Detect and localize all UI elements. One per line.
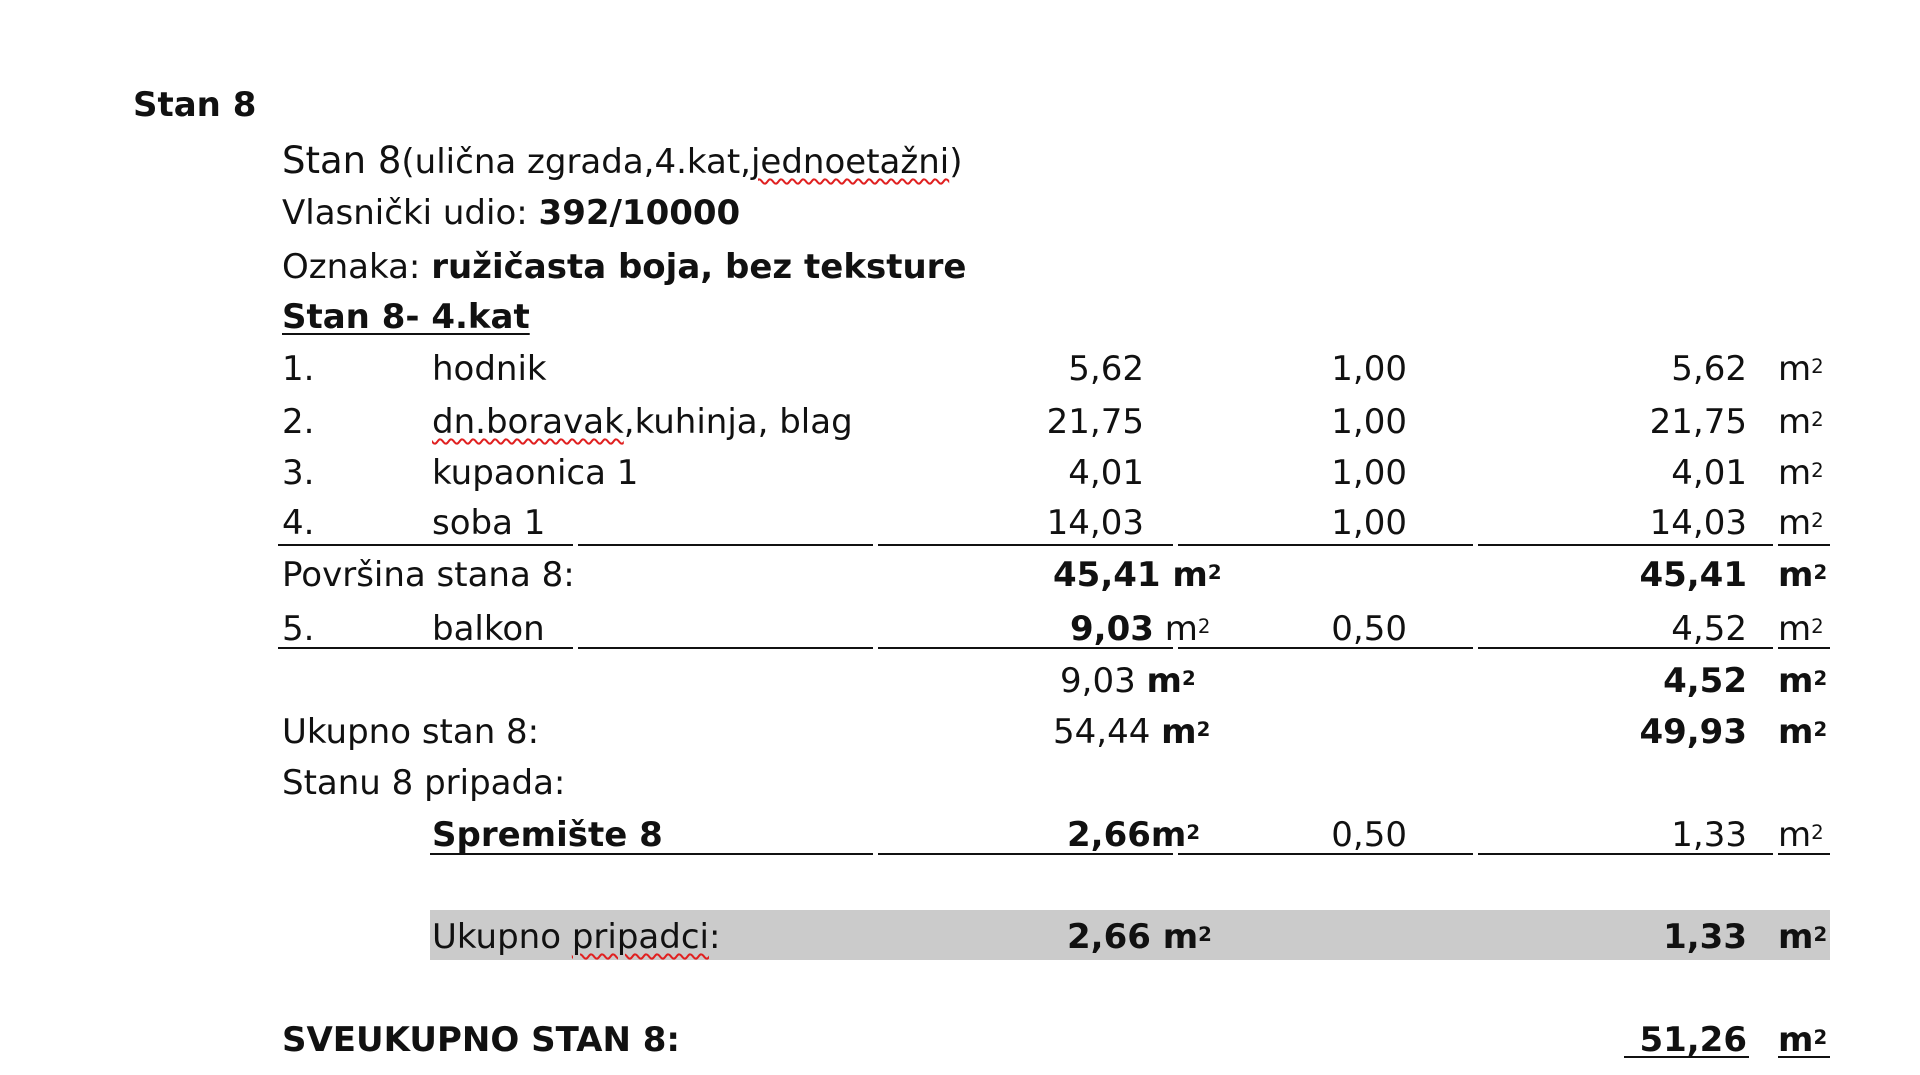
belongs-label: Stanu 8 pripada: (282, 763, 566, 803)
table-rule (1478, 647, 1773, 649)
room-name: soba 1 (432, 503, 546, 543)
room-weighted-area: 21,75 (1649, 402, 1747, 442)
appurtenances-weighted: 1,33 (1663, 917, 1747, 957)
room-name: kupaonica 1 (432, 453, 639, 493)
section-heading: Stan 8 (133, 85, 257, 125)
unit-m2: $m^2$ (1778, 503, 1824, 543)
table-rule (578, 647, 873, 649)
unit-m2: $m^2$ (1778, 555, 1828, 595)
room-area: 5,62 (1068, 349, 1144, 389)
table-rule (1778, 544, 1830, 546)
room-number: 5. (282, 609, 315, 649)
unit-m2: $m^2$ (1778, 815, 1824, 855)
unit-m2: $m^2$ (1778, 402, 1824, 442)
area-summary-weighted: 45,41 (1639, 555, 1747, 595)
table-rule (878, 853, 1173, 855)
total-weighted: 49,93 (1639, 712, 1747, 752)
appurtenances-label: Ukupno pripadci: (432, 917, 721, 957)
grand-total-label: SVEUKUPNO STAN 8: (282, 1020, 681, 1060)
table-rule (1478, 853, 1773, 855)
room-name: dn.boravak,kuhinja, blag (432, 402, 853, 442)
room-number: 1. (282, 349, 315, 389)
area-summary-area: 45,41 $m^2$ (1053, 555, 1222, 595)
table-rule (1178, 853, 1473, 855)
balcony-summary-area: 9,03 $m^2$ (1060, 661, 1196, 701)
room-number: 2. (282, 402, 315, 442)
table-rule (1778, 853, 1830, 855)
appurtenances-area: 2,66 $m^2$ (1067, 917, 1212, 957)
room-area: 4,01 (1068, 453, 1144, 493)
mark-value: ružičasta boja, bez teksture (431, 247, 967, 287)
room-coefficient: 0,50 (1331, 609, 1407, 649)
room-weighted-area: 4,52 (1671, 609, 1747, 649)
room-weighted-area: 4,01 (1671, 453, 1747, 493)
room-coefficient: 1,00 (1331, 503, 1407, 543)
room-number: 4. (282, 503, 315, 543)
room-weighted-area: 14,03 (1649, 503, 1747, 543)
area-summary-label: Površina stana 8: (282, 555, 575, 595)
table-rule (1478, 544, 1773, 546)
table-rule (430, 853, 873, 855)
table-rule (1178, 544, 1473, 546)
unit-m2: $m^2$ (1778, 609, 1824, 649)
unit-m2: $m^2$ (1778, 453, 1824, 493)
table-rule (1178, 647, 1473, 649)
table-rule (578, 544, 873, 546)
room-coefficient: 1,00 (1331, 402, 1407, 442)
floor-heading: Stan 8- 4.kat (282, 297, 530, 337)
share-value: 392/10000 (538, 193, 741, 233)
storage-area: $2,66m^2$ (1067, 815, 1201, 855)
room-area: 14,03 (1046, 503, 1144, 543)
room-area: 21,75 (1046, 402, 1144, 442)
unit-m2: $m^2$ (1778, 917, 1828, 957)
total-label: Ukupno stan 8: (282, 712, 540, 752)
ownership-share (282, 193, 741, 233)
balcony-summary-weighted: 4,52 (1663, 661, 1747, 701)
table-rule (878, 544, 1173, 546)
title-main: Stan 8 (282, 139, 402, 182)
room-number: 3. (282, 453, 315, 493)
share-label: Vlasnički udio: (282, 193, 539, 233)
table-rule (1624, 1056, 1749, 1058)
unit-m2: $m^2$ (1778, 661, 1828, 701)
grand-total-value: 51,26 (1639, 1020, 1747, 1060)
total-area: 54,44 $m^2$ (1053, 712, 1211, 752)
balcony-area: 9,03 $m^2$ (1070, 609, 1211, 649)
unit-m2: $m^2$ (1778, 712, 1828, 752)
storage-name: Spremište 8 (432, 815, 663, 855)
room-weighted-area: 5,62 (1671, 349, 1747, 389)
title-paren-after: ) (949, 142, 963, 182)
room-name: balkon (432, 609, 545, 649)
room-coefficient: 1,00 (1331, 453, 1407, 493)
unit-m2: $m^2$ (1778, 349, 1824, 389)
table-rule (1778, 1056, 1830, 1058)
title-paren-squiggle: jednoetažni (750, 142, 950, 182)
table-rule (1778, 647, 1830, 649)
room-name: hodnik (432, 349, 547, 389)
storage-weighted: 1,33 (1671, 815, 1747, 855)
table-rule (278, 544, 573, 546)
marking (282, 247, 967, 287)
mark-label: Oznaka: (282, 247, 432, 287)
room-coefficient: 1,00 (1331, 349, 1407, 389)
unit-m2: $m^2$ (1778, 1020, 1828, 1060)
title-paren-before: (ulična zgrada,4.kat, (401, 142, 751, 182)
storage-coefficient: 0,50 (1331, 815, 1407, 855)
table-rule (278, 647, 573, 649)
table-rule (878, 647, 1173, 649)
apartment-title (282, 139, 963, 182)
